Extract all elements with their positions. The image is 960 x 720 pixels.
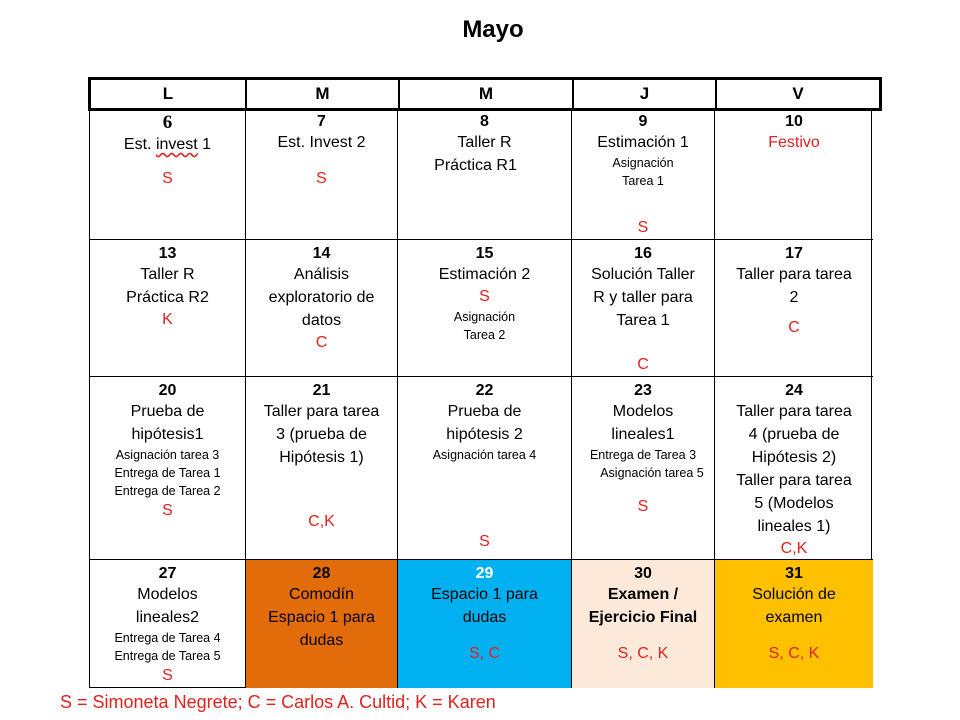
assignment-note: Entrega de Tarea 2	[114, 484, 221, 498]
activity-line: Prueba de	[130, 403, 205, 420]
instructor-tag: S	[162, 502, 173, 519]
activity-line: Taller para tarea	[263, 403, 380, 420]
instructor-legend: S = Simoneta Negrete; C = Carlos A. Cultid; K = Karen	[60, 692, 496, 712]
instructor-tag: S	[637, 498, 649, 515]
instructor-tag: K	[162, 311, 173, 328]
assignment-note: Asignación tarea 5	[600, 466, 704, 480]
day-number: 15	[475, 245, 494, 262]
activity-line: 3 (prueba de	[276, 426, 367, 443]
instructor-tag: S	[162, 170, 173, 187]
activity-line: Análisis	[293, 266, 350, 283]
calendar-grid	[89, 108, 872, 688]
day-number: 10	[785, 113, 803, 130]
calendar-cell-20	[90, 377, 246, 560]
calendar-cell-24	[715, 377, 873, 560]
assignment-note: Asignación	[612, 156, 674, 170]
activity-line: dudas	[462, 609, 507, 626]
day-number: 22	[475, 382, 494, 399]
instructor-tag: S, C, K	[617, 645, 669, 662]
day-number: 24	[785, 382, 803, 399]
assignment-note: Asignación tarea 3	[115, 448, 220, 462]
day-number: 16	[634, 245, 652, 262]
weekday-header	[88, 77, 882, 111]
instructor-tag: C	[315, 334, 328, 351]
activity-line: Hipótesis 2)	[751, 449, 837, 466]
activity-line: Hipótesis 1)	[279, 449, 364, 466]
activity-line: Estimación 1	[597, 134, 689, 151]
instructor-tag: S	[162, 667, 173, 684]
activity-line: datos	[301, 312, 342, 329]
instructor-tag: S	[479, 288, 490, 305]
activity-line: Taller para tarea	[736, 403, 852, 420]
activity-line: Prueba de	[447, 403, 522, 420]
instructor-tag: S	[479, 533, 490, 550]
calendar-cell-14	[246, 240, 398, 377]
activity-line: Tarea 1	[616, 312, 670, 329]
weekday-tuesday: M	[247, 80, 400, 108]
day-number: 20	[158, 382, 177, 399]
assignment-note: Asignación tarea 4	[432, 448, 537, 462]
activity-line: Examen /	[607, 586, 679, 603]
assignment-note: Asignación	[453, 310, 516, 324]
day-number: 21	[312, 382, 331, 399]
weekday-monday: L	[91, 80, 247, 108]
activity-line: Solución Taller	[591, 266, 695, 283]
calendar-cell-31	[715, 560, 873, 688]
weekday-friday: V	[792, 84, 804, 103]
activity-line: hipótesis 2	[446, 426, 523, 443]
activity-line: Taller para tarea	[736, 472, 852, 489]
instructor-tag: S, C, K	[768, 645, 820, 662]
day-number: 29	[475, 565, 494, 582]
instructor-tag: S	[637, 219, 649, 236]
activity-line: examen	[765, 609, 823, 626]
day-number: 28	[312, 565, 331, 582]
calendar-cell-22	[398, 377, 572, 560]
activity-line: 4 (prueba de	[748, 426, 840, 443]
activity-line: R y taller para	[593, 289, 693, 306]
activity-line: Est. Invest 2	[277, 134, 366, 151]
instructor-tag: C,K	[780, 540, 808, 557]
day-number: 7	[317, 113, 326, 130]
activity-line: lineales2	[135, 609, 200, 626]
day-number: 27	[158, 565, 177, 582]
activity-line: Solución de	[752, 586, 836, 603]
activity-line: Práctica R1	[434, 157, 517, 174]
day-number: 31	[785, 565, 803, 582]
calendar-cell-29	[398, 560, 572, 688]
day-number: 17	[785, 245, 803, 262]
assignment-note: Tarea 2	[463, 328, 506, 342]
day-number: 23	[634, 382, 652, 399]
activity-line: dudas	[299, 632, 344, 649]
activity-line: Modelos	[612, 403, 674, 420]
day-number: 6	[162, 112, 173, 133]
activity-line: Taller R	[457, 134, 512, 151]
assignment-note: Entrega de Tarea 1	[114, 466, 221, 480]
day-number: 13	[158, 245, 177, 262]
activity-line: exploratorio de	[268, 289, 375, 306]
day-number: 30	[634, 565, 652, 582]
calendar-cell-30	[572, 560, 715, 688]
activity-line: lineales1	[611, 426, 675, 443]
activity-line: lineales 1)	[757, 518, 831, 535]
calendar-cell-10	[715, 108, 873, 240]
calendar-cell-28	[246, 560, 398, 688]
activity-line: Espacio 1 para	[431, 586, 538, 603]
activity-line: Espacio 1 para	[268, 609, 375, 626]
day-number: 14	[312, 245, 331, 262]
calendar-cell-7	[246, 108, 398, 240]
day-number: 9	[638, 113, 648, 130]
calendar-cell-17	[715, 240, 873, 377]
activity-line: Taller R	[140, 266, 195, 283]
holiday-label: Festivo	[768, 134, 820, 151]
instructor-tag: S, C	[468, 645, 501, 662]
activity-line: hipótesis1	[131, 426, 204, 443]
month-title: Mayo	[462, 16, 524, 43]
assignment-note: Entrega de Tarea 3	[589, 448, 697, 462]
instructor-tag: C	[788, 319, 800, 336]
calendar-cell-13	[90, 240, 246, 377]
calendar-cell-15	[398, 240, 572, 377]
instructor-tag: C,K	[308, 513, 335, 530]
activity-line: Práctica R2	[126, 289, 209, 306]
instructor-tag: S	[316, 170, 327, 187]
activity-line: Comodín	[289, 586, 354, 603]
calendar-cell-8	[398, 108, 572, 240]
instructor-tag: C	[637, 356, 649, 373]
activity-line: Est. invest 1	[123, 136, 212, 153]
activity-line: Ejercicio Final	[588, 609, 698, 626]
weekday-wednesday: M	[400, 80, 574, 108]
activity-line: 5 (Modelos	[754, 495, 834, 512]
calendar-cell-6	[90, 108, 246, 240]
activity-line: Taller para tarea	[736, 266, 852, 283]
calendar-cell-16	[572, 240, 715, 377]
activity-line: 2	[789, 289, 799, 306]
day-number: 8	[480, 113, 489, 130]
calendar-cell-27	[90, 560, 246, 688]
activity-line: Estimación 2	[438, 266, 531, 283]
assignment-note: Tarea 1	[622, 174, 664, 188]
assignment-note: Entrega de Tarea 5	[114, 649, 221, 663]
assignment-note: Entrega de Tarea 4	[114, 631, 221, 645]
activity-line: Modelos	[137, 586, 198, 603]
weekday-thursday: J	[574, 80, 717, 108]
calendar-cell-9	[572, 108, 715, 240]
calendar-cell-23	[572, 377, 715, 560]
calendar-cell-21	[246, 377, 398, 560]
